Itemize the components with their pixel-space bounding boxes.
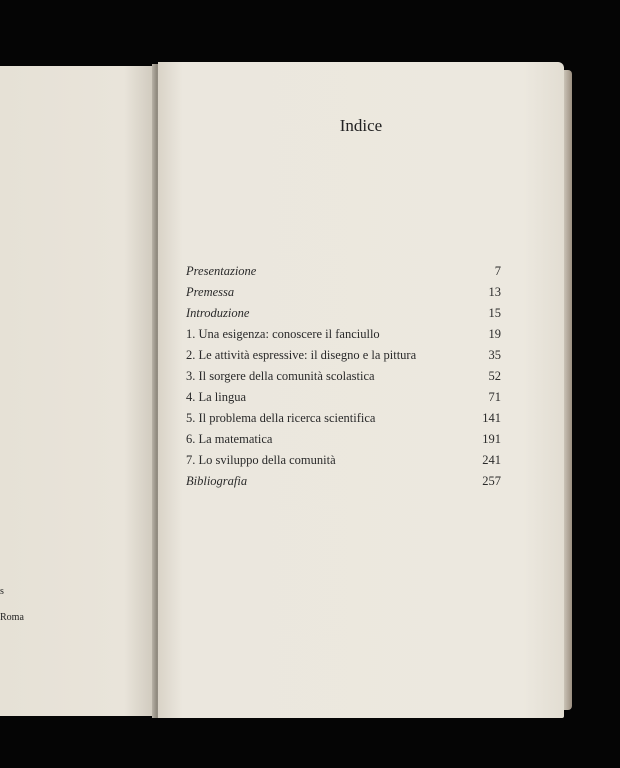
toc-entry-title: 4. La lingua bbox=[186, 390, 247, 404]
toc-entry bbox=[186, 324, 501, 345]
toc-entry-title: Introduzione bbox=[186, 306, 250, 320]
toc-entry-title: 3. Il sorgere della comunità scolastica bbox=[186, 369, 375, 383]
toc-entry bbox=[186, 345, 501, 366]
toc-entry bbox=[186, 366, 501, 387]
toc-entry bbox=[186, 429, 501, 450]
toc-entry-title: 1. Una esigenza: conoscere il fanciullo bbox=[186, 327, 380, 341]
toc-entry-page: 15 bbox=[488, 306, 501, 320]
toc-entry-title: Presentazione bbox=[186, 264, 257, 278]
toc-entry-page: 141 bbox=[482, 411, 501, 425]
table-of-contents bbox=[186, 261, 501, 492]
toc-entry-title: Bibliografia bbox=[186, 474, 248, 488]
toc-entry-title: 6. La matematica bbox=[186, 432, 273, 446]
toc-entry-title: 5. Il problema della ricerca scientifica bbox=[186, 411, 376, 425]
toc-entry-page: 52 bbox=[488, 369, 501, 383]
toc-entry bbox=[186, 471, 501, 492]
toc-entry bbox=[186, 450, 501, 471]
toc-entry bbox=[186, 408, 501, 429]
left-page bbox=[0, 66, 155, 716]
toc-entry bbox=[186, 303, 501, 324]
toc-entry-page: 35 bbox=[488, 348, 501, 362]
toc-entry-page: 241 bbox=[482, 453, 501, 467]
toc-entry bbox=[186, 387, 501, 408]
right-page bbox=[158, 62, 564, 718]
toc-entry-page: 257 bbox=[482, 474, 501, 488]
left-page-fragment: s bbox=[0, 586, 4, 597]
toc-entry-title: 7. Lo sviluppo della comunità bbox=[186, 453, 336, 467]
toc-entry-page: 71 bbox=[488, 390, 501, 404]
toc-entry-title: Premessa bbox=[186, 285, 235, 299]
left-page-fragment: Roma bbox=[0, 612, 24, 623]
page-title: Indice bbox=[339, 116, 383, 135]
toc-entry-page: 19 bbox=[488, 327, 501, 341]
toc-entry-page: 7 bbox=[494, 264, 501, 278]
toc-entry-page: 13 bbox=[488, 285, 501, 299]
toc-entry bbox=[186, 282, 501, 303]
toc-entry-title: 2. Le attività espressive: il disegno e la pittura bbox=[186, 348, 417, 362]
toc-entry-page: 191 bbox=[482, 432, 501, 446]
toc-entry bbox=[186, 261, 501, 282]
